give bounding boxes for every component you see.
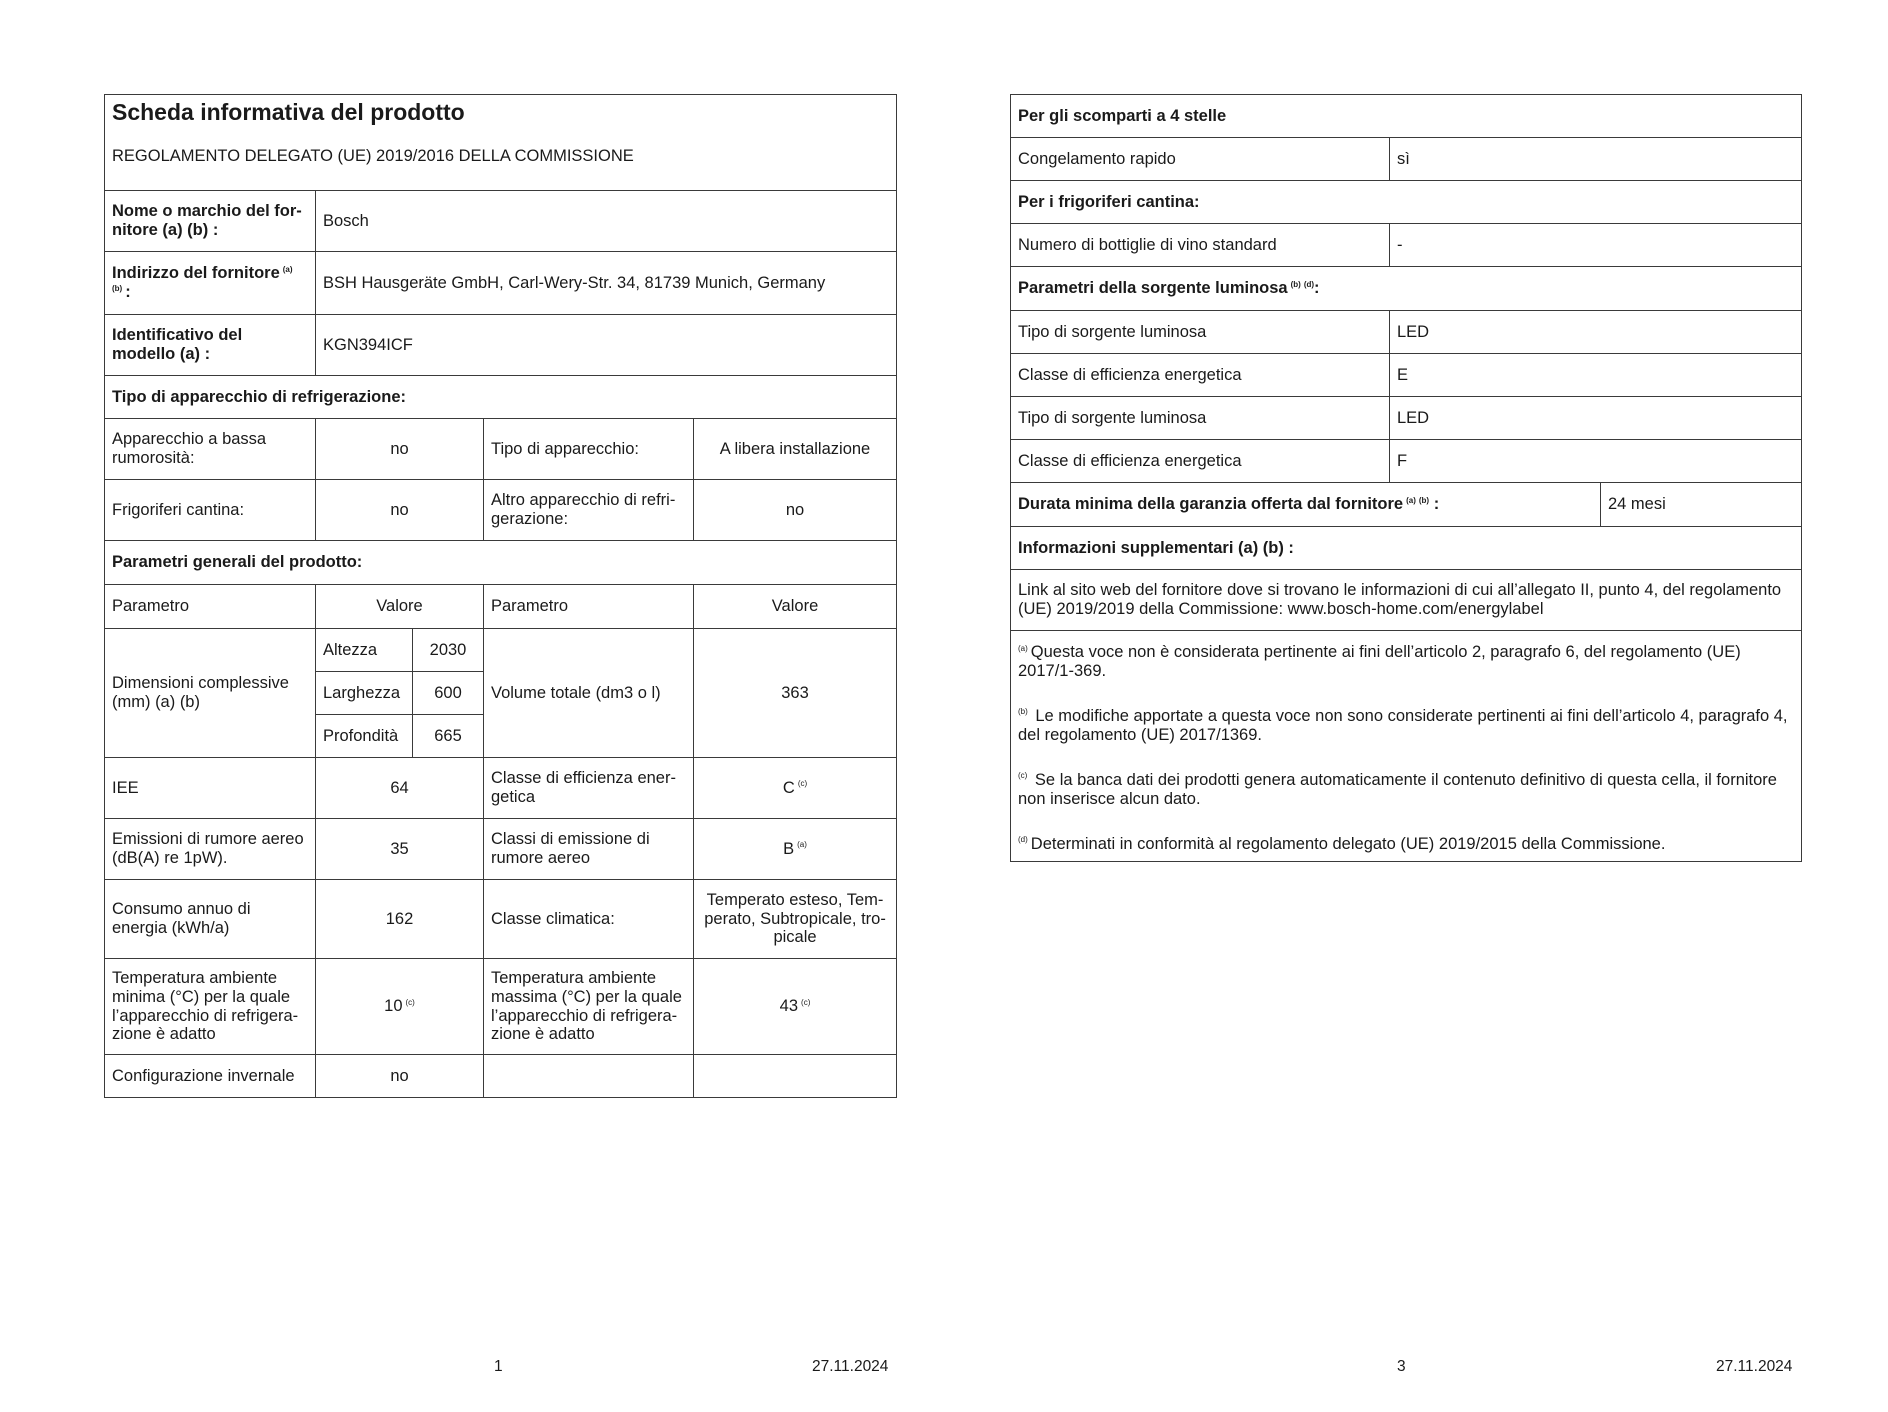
efficiency-class-label: Classe di efficienza ener-getica: [484, 758, 694, 819]
min-temp-value: 10 $^{(c)}$: [316, 959, 484, 1055]
max-temp-value: 43 $^{(c)}$: [694, 959, 897, 1055]
wine-cooler-value: no: [316, 480, 484, 541]
max-temp-label: Temperatura ambiente massima (°C) per la quale l’apparecchio di refrigera-zione è adatto: [484, 959, 694, 1055]
fast-freeze-label: Congelamento rapido: [1011, 138, 1390, 181]
device-type-value: A libera installazione: [694, 419, 897, 480]
light-class-label: Classe di efficienza energetica: [1011, 440, 1390, 483]
page-number: 3: [1397, 1358, 1406, 1375]
energy-consumption-value: 162: [316, 880, 484, 959]
width-label: Larghezza: [316, 672, 413, 715]
device-type-label: Tipo di apparecchio:: [484, 419, 694, 480]
supplier-name-label: Nome o marchio del for-nitore (a) (b) :: [105, 191, 316, 252]
header-cell: [105, 95, 897, 191]
bottles-label: Numero di bottiglie di vino standard: [1011, 224, 1390, 267]
empty-cell: [484, 1055, 694, 1098]
other-appliance-label: Altro apparecchio di refri-gerazione:: [484, 480, 694, 541]
product-info-table-continued: [1010, 94, 1802, 862]
height-value: 2030: [413, 629, 484, 672]
wine-cooler-label: Frigoriferi cantina:: [105, 480, 316, 541]
eei-label: IEE: [105, 758, 316, 819]
footnote-c: $^{(c)}$ Se la banca dati dei prodotti genera automaticamente il contenuto definitivo di questa cella, il fornitore non inserisce alcun dato.: [1018, 770, 1777, 808]
min-temp-label: Temperatura ambiente minima (°C) per la quale l’apparecchio di refrigera-zione è adatto: [105, 959, 316, 1055]
depth-value: 665: [413, 715, 484, 758]
extra-info-header: Informazioni supplementari (a) (b) :: [1011, 527, 1802, 570]
column-header-parameter: Parametro: [105, 585, 316, 629]
eei-value: 64: [316, 758, 484, 819]
column-header-value: Valore: [316, 585, 484, 629]
noise-emission-value: 35: [316, 819, 484, 880]
column-header-parameter: Parametro: [484, 585, 694, 629]
bottles-value: -: [1390, 224, 1802, 267]
height-label: Altezza: [316, 629, 413, 672]
winter-config-value: no: [316, 1055, 484, 1098]
warranty-label: Durata minima della garanzia offerta dal fornitore $^{(a)}$ $^{(b)}$ :: [1011, 483, 1601, 527]
light-type-value: LED: [1390, 397, 1802, 440]
general-params-header: Parametri generali del prodotto:: [105, 541, 897, 585]
efficiency-class-value: C $^{(c)}$: [694, 758, 897, 819]
depth-label: Profondità: [316, 715, 413, 758]
footnote-a: $^{(a)}$ Questa voce non è considerata pertinente ai fini dell’articolo 2, paragrafo 6, del regolamento (UE) 2017/1-369.: [1018, 643, 1741, 680]
width-value: 600: [413, 672, 484, 715]
energy-consumption-label: Consumo annuo di energia (kWh/a): [105, 880, 316, 959]
wine-cooler-header: Per i frigoriferi cantina:: [1011, 181, 1802, 224]
page-title: Scheda informativa del prodotto: [112, 99, 465, 125]
winter-config-label: Configurazione invernale: [105, 1055, 316, 1098]
light-class-value: F: [1390, 440, 1802, 483]
regulation-subtitle: REGOLAMENTO DELEGATO (UE) 2019/2016 DELLA COMMISSIONE: [112, 147, 634, 166]
page-number: 1: [494, 1358, 503, 1375]
appliance-type-header: Tipo di apparecchio di refrigerazione:: [105, 376, 897, 419]
four-star-header: Per gli scomparti a 4 stelle: [1011, 95, 1802, 138]
footnote-d: $^{(d)}$ Determinati in conformità al regolamento delegato (UE) 2019/2015 della Commissione.: [1018, 834, 1666, 853]
footnotes: [1011, 631, 1802, 862]
supplier-name-value: Bosch: [316, 191, 897, 252]
noise-class-value: B $^{(a)}$: [694, 819, 897, 880]
light-type-label: Tipo di sorgente luminosa: [1011, 397, 1390, 440]
low-noise-label: Apparecchio a bassa rumorosità:: [105, 419, 316, 480]
page-date: 27.11.2024: [1716, 1358, 1793, 1375]
light-class-label: Classe di efficienza energetica: [1011, 354, 1390, 397]
dimensions-label: Dimensioni complessive (mm) (a) (b): [105, 629, 316, 758]
empty-cell: [694, 1055, 897, 1098]
model-label: Identificativo del modello (a) :: [105, 315, 316, 376]
volume-label: Volume totale (dm3 o l): [484, 629, 694, 758]
noise-emission-label: Emissioni di rumore aereo (dB(A) re 1pW).: [105, 819, 316, 880]
supplier-address-value: BSH Hausgeräte GmbH, Carl-Wery-Str. 34, 81739 Munich, Germany: [316, 252, 897, 315]
noise-class-label: Classi di emissione di rumore aereo: [484, 819, 694, 880]
page-date: 27.11.2024: [812, 1358, 889, 1375]
low-noise-value: no: [316, 419, 484, 480]
volume-value: 363: [694, 629, 897, 758]
warranty-value: 24 mesi: [1601, 483, 1802, 527]
supplier-website-link: Link al sito web del fornitore dove si trovano le informazioni di cui all’allegato II, punto 4, del regolamento (UE) 2019/2019 della Commissione: www.bosch-home.com/energylabel: [1011, 570, 1802, 631]
supplier-address-label: Indirizzo del fornitore $^{(a)}$ $^{(b)}$ :: [105, 252, 316, 315]
light-source-header: Parametri della sorgente luminosa $^{(b)}$ $^{(d)}$:: [1011, 267, 1802, 311]
column-header-value: Valore: [694, 585, 897, 629]
fast-freeze-value: sì: [1390, 138, 1802, 181]
other-appliance-value: no: [694, 480, 897, 541]
light-class-value: E: [1390, 354, 1802, 397]
product-info-table: [104, 94, 897, 1098]
light-type-value: LED: [1390, 311, 1802, 354]
model-value: KGN394ICF: [316, 315, 897, 376]
climate-class-value: Temperato esteso, Tem-perato, Subtropicale, tro-picale: [694, 880, 897, 959]
climate-class-label: Classe climatica:: [484, 880, 694, 959]
light-type-label: Tipo di sorgente luminosa: [1011, 311, 1390, 354]
footnote-b: $^{(b)}$ Le modifiche apportate a questa voce non sono considerate pertinenti ai fini dell’articolo 4, paragrafo 4, del regolamento (UE) 2017/1369.: [1018, 706, 1788, 744]
